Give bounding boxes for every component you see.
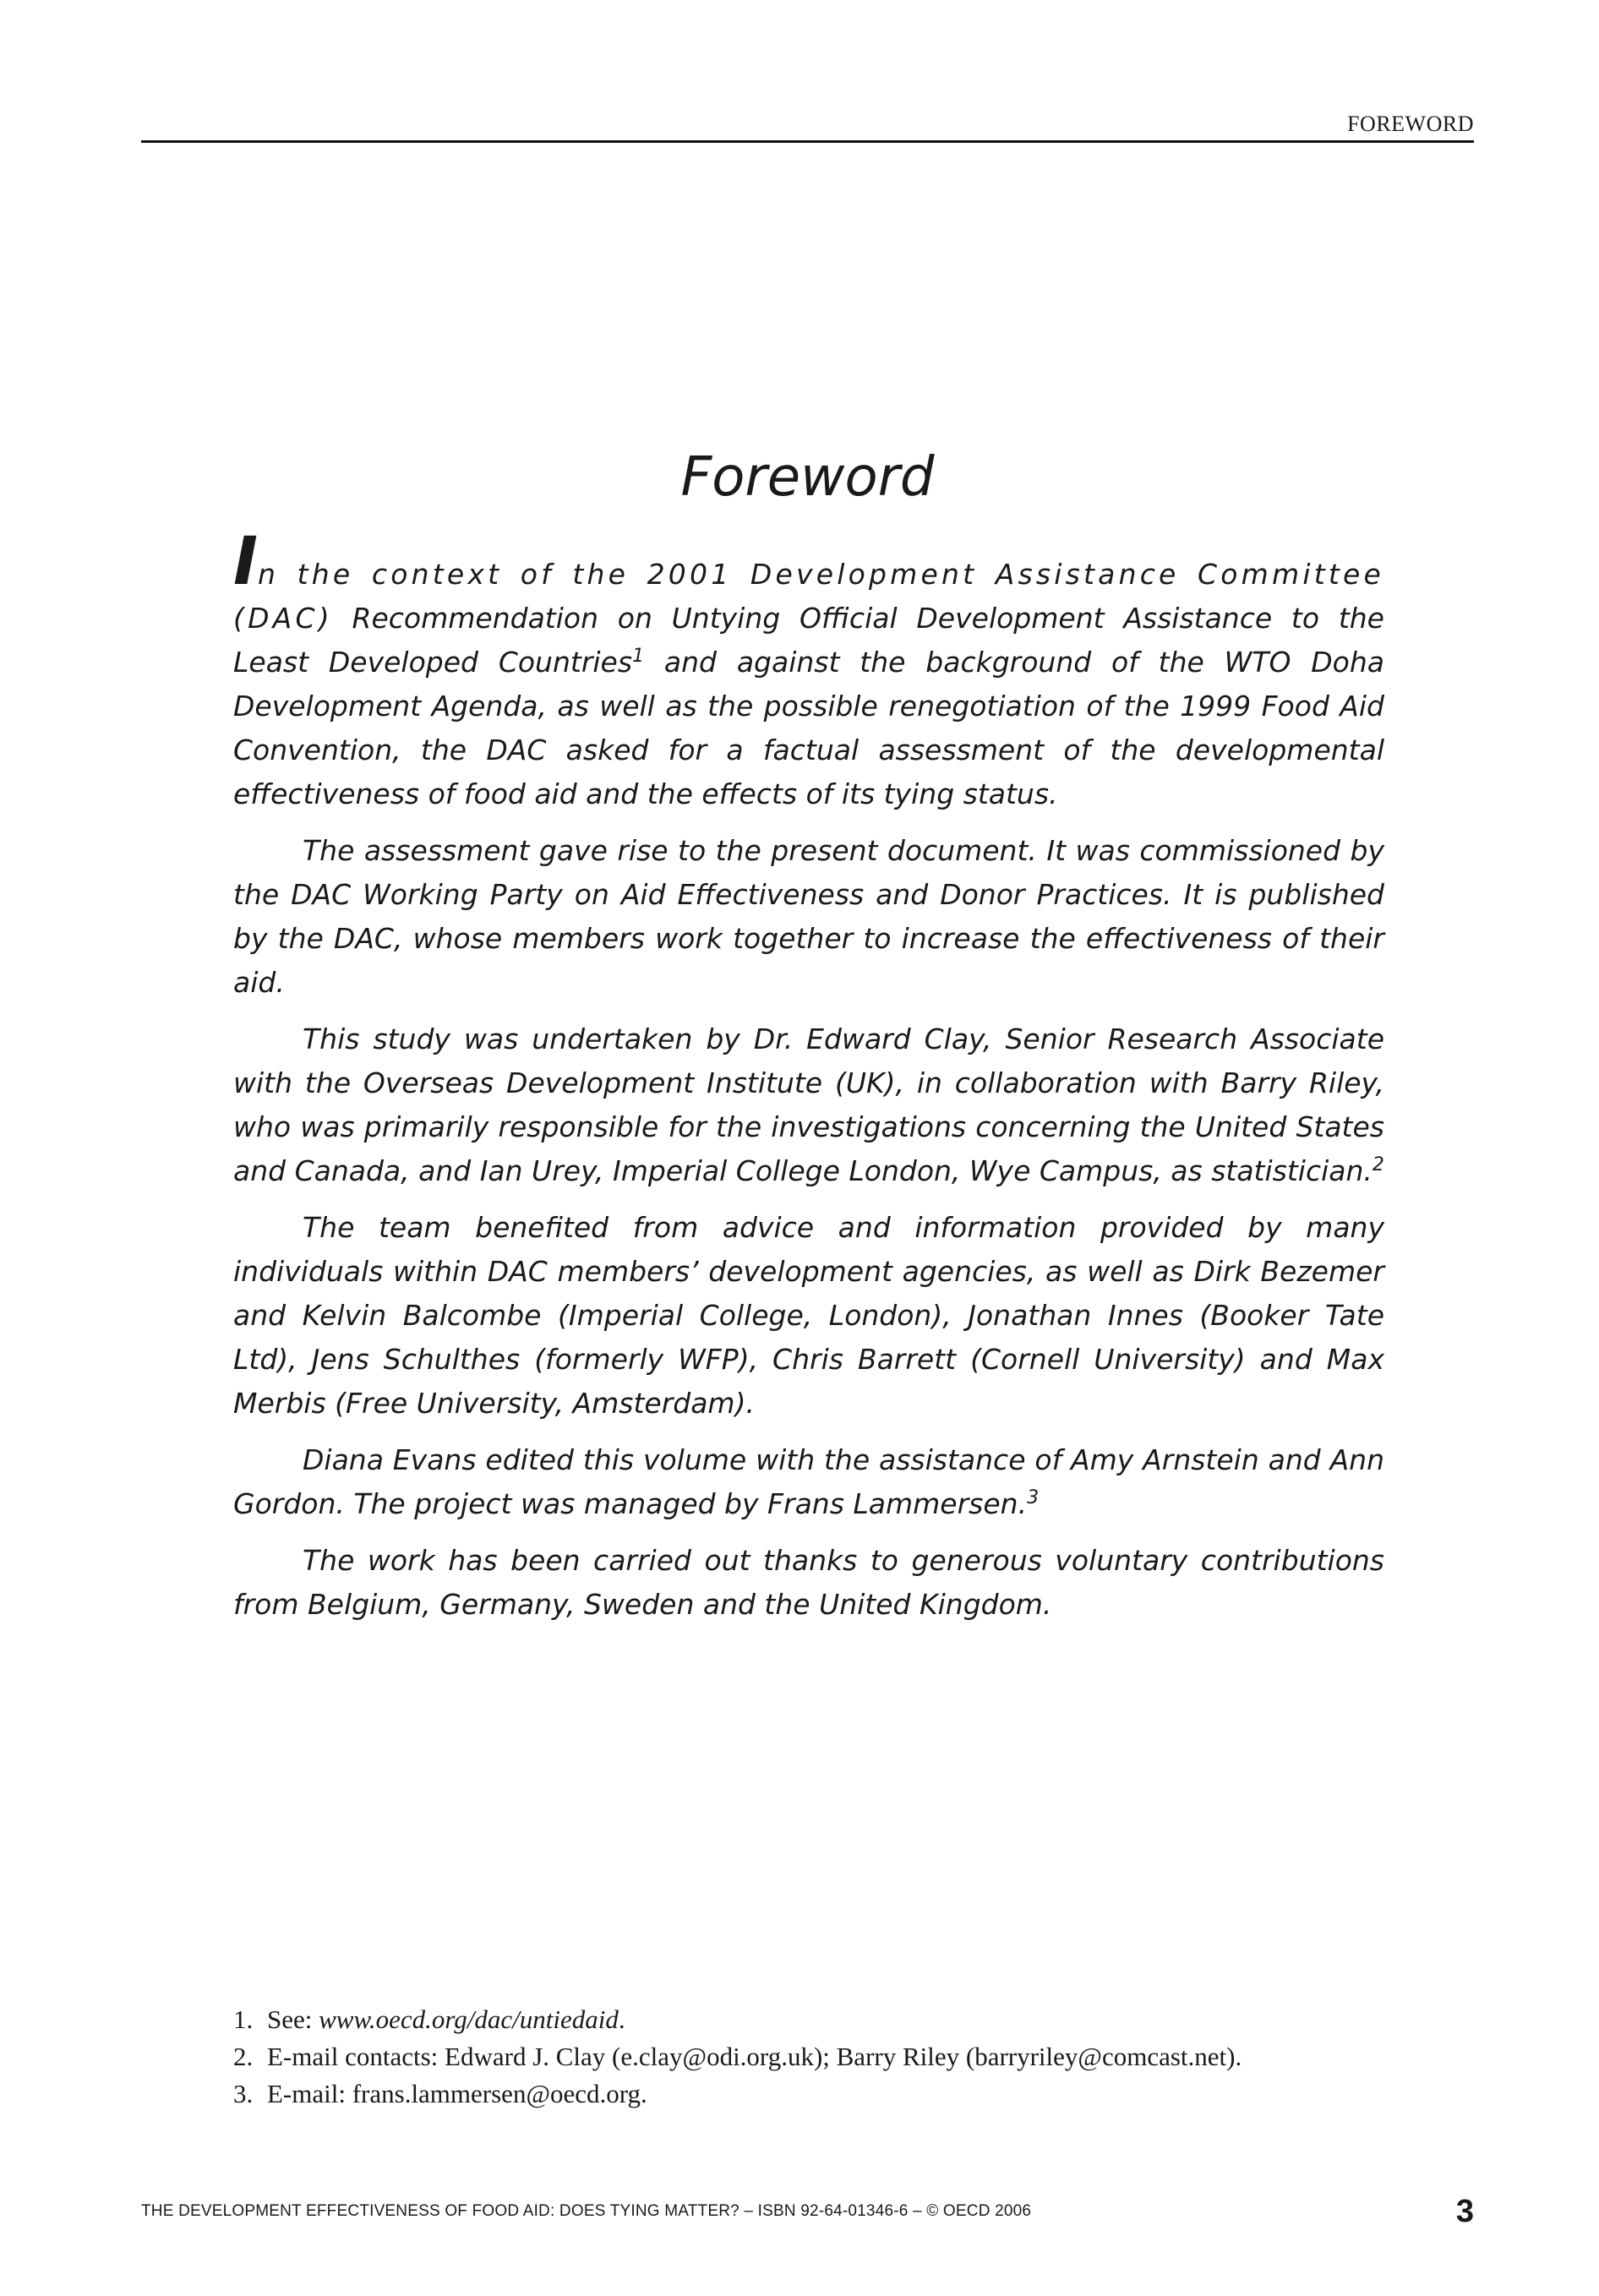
footnotes xyxy=(233,2001,1416,2113)
footnote-number: 2. xyxy=(233,2042,254,2071)
footnote-text: E-mail: frans.lammersen@oecd.org. xyxy=(267,2079,647,2108)
paragraph-3-text: This study was undertaken by Dr. Edward Clay, Senior Research Associate with the Overseas Development Institute (UK), in collaboration with Barry Riley, who was primarily responsible for the investigations concerning the United States and Canada, and Ian Urey, Imperial College London, Wye Campus, as statistician. xyxy=(233,1023,1384,1187)
paragraph-6: The work has been carried out thanks to generous voluntary contributions from Belgium, Germany, Sweden and the United Kingdom. xyxy=(233,1544,1384,1621)
paragraph-5 xyxy=(233,1438,1384,1526)
footnote-ref-2[interactable]: 2 xyxy=(1372,1154,1384,1175)
footnote-end: . xyxy=(618,2004,625,2034)
paragraph-1 xyxy=(233,524,1384,816)
footnote-3 xyxy=(233,2075,1416,2113)
running-header xyxy=(141,108,1474,143)
page-title: Foreword xyxy=(680,446,935,509)
paragraph-4: The team benefited from advice and information provided by many individuals within DAC members’ development agencies, as well as Dirk Bezemer and Kelvin Balcombe (Imperial College, London), Jonathan Innes (Booker Tate Ltd), Jens Schulthes (formerly WFP), Chris Barrett (Cornell University) and Max Merbis (Free University, Amsterdam). xyxy=(233,1211,1384,1420)
page-footer xyxy=(141,2194,1474,2231)
drop-cap: I xyxy=(233,524,259,600)
paragraph-1-lead: n the context of the 2001 Development Assistance Committee (DAC) xyxy=(233,558,1384,635)
footnote-number: 1. xyxy=(233,2004,254,2034)
paragraph-1-text-b: and against the background of the WTO Doha Development Agenda, as well as the possible renegotiation of the 1999 Food Aid Convention, the DAC asked for a factual assessment of the developmental effectiveness of food aid and the effects of its tying status. xyxy=(233,646,1384,810)
foreword-body xyxy=(233,524,1384,1639)
paragraph-5-text: Diana Evans edited this volume with the assistance of Amy Arnstein and Ann Gordon. The project was managed by Frans Lammersen. xyxy=(233,1443,1384,1520)
paragraph-3 xyxy=(233,1017,1384,1193)
footnote-link[interactable]: www.oecd.org/dac/untiedaid xyxy=(319,2004,619,2034)
footnote-1 xyxy=(233,2001,1416,2038)
footnote-label: See: xyxy=(267,2004,319,2034)
footer-publication-info: THE DEVELOPMENT EFFECTIVENESS OF FOOD AID: DOES TYING MATTER? – ISBN 92-64-01346-6 – © OECD 2006 xyxy=(141,2202,1032,2220)
footnote-text: E-mail contacts: Edward J. Clay (e.clay@odi.org.uk); Barry Riley (barryriley@comcast.net). xyxy=(267,2042,1242,2071)
page-number: 3 xyxy=(1455,2194,1474,2229)
footnote-number: 3. xyxy=(233,2079,254,2108)
paragraph-2: The assessment gave rise to the present document. It was commissioned by the DAC Working Party on Aid Effectiveness and Donor Practices. It is published by the DAC, whose members work together to increase the effectiveness of their aid. xyxy=(233,834,1384,999)
footnote-ref-3[interactable]: 3 xyxy=(1027,1487,1040,1508)
paragraph-1-text-a: Recommendation on Untying Official Development Assistance to the Least Developed Countries xyxy=(233,602,1384,679)
running-header-title: FOREWORD xyxy=(1347,112,1474,136)
footnote-2 xyxy=(233,2038,1416,2075)
footnote-ref-1[interactable]: 1 xyxy=(632,646,645,667)
